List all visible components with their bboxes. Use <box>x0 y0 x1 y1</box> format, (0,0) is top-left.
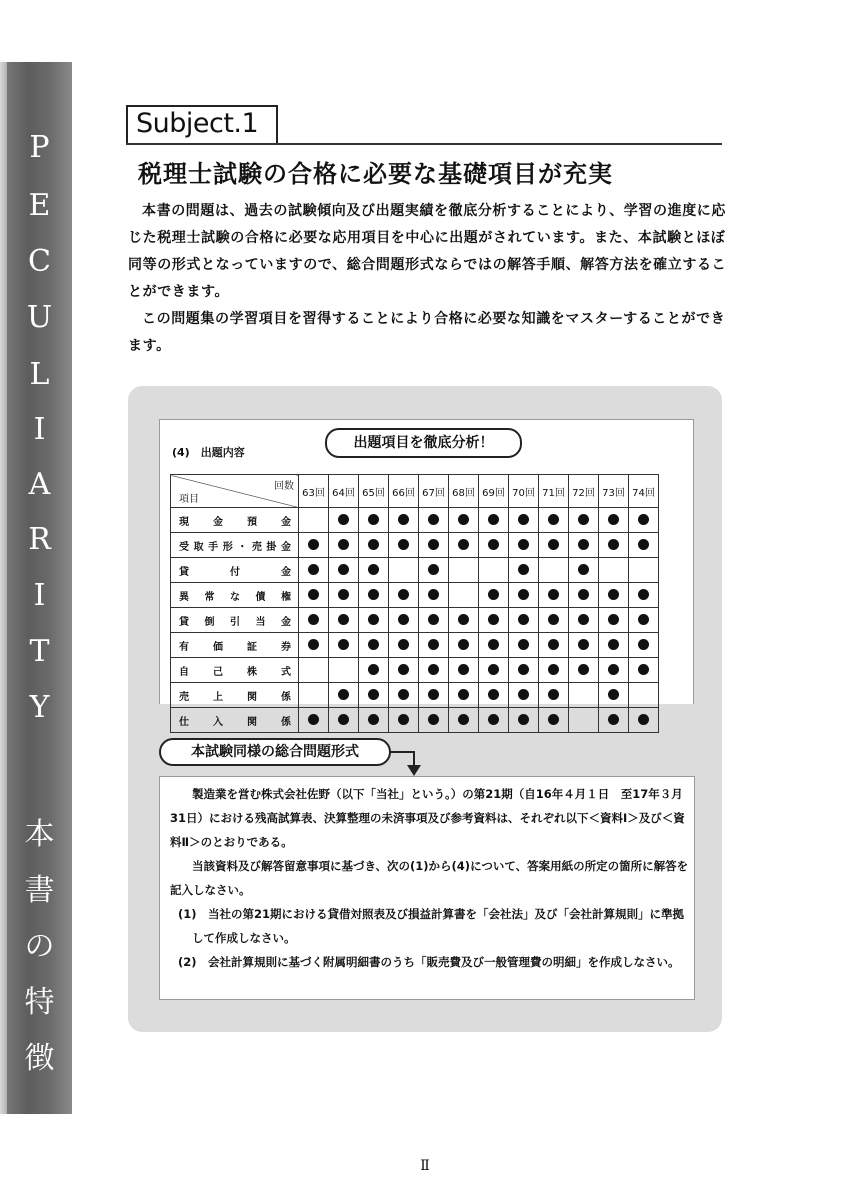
exam-paragraph: 当該資料及び解答留意事項に基づき、次の(1)から(4)について、答案用紙の所定の箇所に解答を記入しなさい。 <box>170 859 689 897</box>
column-header: 74回 <box>629 475 659 508</box>
table-cell <box>599 583 629 608</box>
row-label: 貸倒引当金 <box>171 608 299 633</box>
table-cell <box>569 658 599 683</box>
table-cell <box>539 583 569 608</box>
table-cell <box>509 658 539 683</box>
table-cell <box>299 558 329 583</box>
table-cell <box>509 508 539 533</box>
table-row <box>171 658 659 683</box>
table-cell <box>629 658 659 683</box>
table-cell <box>299 633 329 658</box>
table-cell <box>359 508 389 533</box>
dot-mark-icon <box>338 714 349 725</box>
side-kanji: 徴 <box>24 1041 55 1076</box>
table-cell <box>299 583 329 608</box>
table-cell <box>299 658 329 683</box>
table-cell <box>479 683 509 708</box>
table-cell <box>329 533 359 558</box>
side-letter: U <box>26 300 53 335</box>
dot-mark-icon <box>338 539 349 550</box>
dot-mark-icon <box>518 639 529 650</box>
side-band-edge <box>0 62 7 1114</box>
column-header: 66回 <box>389 475 419 508</box>
row-label: 売上関係 <box>171 683 299 708</box>
table-cell <box>329 558 359 583</box>
table-cell <box>509 533 539 558</box>
exam-text <box>170 782 690 974</box>
table-cell <box>599 658 629 683</box>
column-header: 65回 <box>359 475 389 508</box>
table-cell <box>389 658 419 683</box>
dot-mark-icon <box>608 539 619 550</box>
dot-mark-icon <box>398 589 409 600</box>
side-letter: I <box>33 578 46 613</box>
page-title: 税理士試験の合格に必要な基礎項目が充実 <box>138 160 613 188</box>
dot-mark-icon <box>398 614 409 625</box>
table-cell <box>479 533 509 558</box>
dot-mark-icon <box>428 589 439 600</box>
dot-mark-icon <box>458 714 469 725</box>
table-cell <box>479 583 509 608</box>
table-cell <box>329 708 359 733</box>
intro-paragraph: 本書の問題は、過去の試験傾向及び出題実績を徹底分析することにより、学習の進度に応じた税理士試験の合格に必要な応用項目を中心に出題がされています。また、本試験とほぼ同等の形式となっていますので、総合問題形式ならではの解答手順、解答方法を確立することができます。 <box>128 203 727 300</box>
table-cell <box>599 533 629 558</box>
table-cell <box>569 583 599 608</box>
table-cell <box>509 708 539 733</box>
dot-mark-icon <box>368 714 379 725</box>
column-header: 69回 <box>479 475 509 508</box>
dot-mark-icon <box>608 514 619 525</box>
table-cell <box>509 633 539 658</box>
table-cell <box>629 533 659 558</box>
table-row <box>171 508 659 533</box>
table-cell <box>449 633 479 658</box>
table-cell <box>419 683 449 708</box>
dot-mark-icon <box>548 639 559 650</box>
table-cell <box>479 658 509 683</box>
table-cell <box>419 708 449 733</box>
page-number: Ⅱ <box>420 1158 430 1174</box>
table-cell <box>479 608 509 633</box>
dot-mark-icon <box>338 639 349 650</box>
table-cell <box>359 583 389 608</box>
dot-mark-icon <box>458 689 469 700</box>
table-cell <box>389 583 419 608</box>
dot-mark-icon <box>368 589 379 600</box>
dot-mark-icon <box>518 614 529 625</box>
dot-mark-icon <box>398 514 409 525</box>
dot-mark-icon <box>638 639 649 650</box>
dot-mark-icon <box>548 589 559 600</box>
dot-mark-icon <box>488 539 499 550</box>
corner-top-label: 回数 <box>274 481 294 492</box>
side-band <box>0 62 72 1114</box>
table-cell <box>299 533 329 558</box>
intro-text <box>128 198 728 360</box>
side-letter: A <box>28 467 51 502</box>
dot-mark-icon <box>368 639 379 650</box>
row-label: 現金預金 <box>171 508 299 533</box>
dot-mark-icon <box>488 614 499 625</box>
table-cell <box>449 608 479 633</box>
dot-mark-icon <box>458 539 469 550</box>
table-cell <box>419 583 449 608</box>
dot-mark-icon <box>488 689 499 700</box>
dot-mark-icon <box>428 664 439 675</box>
callout-analysis: 出題項目を徹底分析！ <box>325 428 522 458</box>
side-letter: L <box>29 357 50 392</box>
dot-mark-icon <box>518 689 529 700</box>
dot-mark-icon <box>488 714 499 725</box>
table-cell <box>449 533 479 558</box>
dot-mark-icon <box>338 614 349 625</box>
table-cell <box>569 708 599 733</box>
dot-mark-icon <box>578 664 589 675</box>
row-label: 受取手形・売掛金 <box>171 533 299 558</box>
dot-mark-icon <box>578 639 589 650</box>
dot-mark-icon <box>608 639 619 650</box>
heading-rule <box>126 143 722 145</box>
table-cell <box>359 558 389 583</box>
subject-label: Subject.1 <box>126 105 278 143</box>
table-cell <box>359 683 389 708</box>
table-cell <box>539 683 569 708</box>
row-label: 仕入関係 <box>171 708 299 733</box>
table-cell <box>299 683 329 708</box>
table-cell <box>509 608 539 633</box>
dot-mark-icon <box>548 614 559 625</box>
table-cell <box>299 708 329 733</box>
dot-mark-icon <box>368 689 379 700</box>
dot-mark-icon <box>398 639 409 650</box>
dot-mark-icon <box>518 564 529 575</box>
table-cell <box>449 708 479 733</box>
column-header: 71回 <box>539 475 569 508</box>
table-cell <box>449 683 479 708</box>
side-letter: E <box>28 188 51 223</box>
arrow-line <box>389 751 415 753</box>
dot-mark-icon <box>638 614 649 625</box>
table-cell <box>569 533 599 558</box>
table-row <box>171 708 659 733</box>
dot-mark-icon <box>368 564 379 575</box>
table-cell <box>509 558 539 583</box>
dot-mark-icon <box>638 589 649 600</box>
table-cell <box>539 508 569 533</box>
table-cell <box>539 658 569 683</box>
table-cell <box>419 608 449 633</box>
row-label: 有価証券 <box>171 633 299 658</box>
table-cell <box>299 508 329 533</box>
table-cell <box>509 583 539 608</box>
row-label: 異常な債権 <box>171 583 299 608</box>
side-letter: Y <box>29 690 50 725</box>
dot-mark-icon <box>398 714 409 725</box>
dot-mark-icon <box>428 514 439 525</box>
dot-mark-icon <box>578 589 589 600</box>
table-cell <box>389 533 419 558</box>
column-header: 70回 <box>509 475 539 508</box>
table-cell <box>629 583 659 608</box>
dot-mark-icon <box>548 664 559 675</box>
dot-mark-icon <box>308 714 319 725</box>
dot-mark-icon <box>638 514 649 525</box>
table-cell <box>629 683 659 708</box>
table-row <box>171 583 659 608</box>
table-cell <box>539 633 569 658</box>
table-row <box>171 633 659 658</box>
dot-mark-icon <box>518 539 529 550</box>
row-label: 貸付金 <box>171 558 299 583</box>
table-cell <box>329 583 359 608</box>
table-cell <box>299 608 329 633</box>
dot-mark-icon <box>308 614 319 625</box>
column-header: 67回 <box>419 475 449 508</box>
table-cell <box>629 508 659 533</box>
table-cell <box>599 508 629 533</box>
table-cell <box>539 533 569 558</box>
dot-mark-icon <box>548 689 559 700</box>
dot-mark-icon <box>428 614 439 625</box>
table-cell <box>329 608 359 633</box>
exam-item: (1) 当社の第21期における貸借対照表及び損益計算書を「会社法」及び「会社計算規則」に準拠して作成しなさい。 <box>178 907 685 945</box>
dot-mark-icon <box>338 689 349 700</box>
dot-mark-icon <box>578 514 589 525</box>
table-cell <box>479 633 509 658</box>
dot-mark-icon <box>308 539 319 550</box>
table-cell <box>329 508 359 533</box>
table-cell <box>599 708 629 733</box>
table-cell <box>569 608 599 633</box>
dot-mark-icon <box>338 514 349 525</box>
exam-paragraph: 製造業を営む株式会社佐野（以下「当社」という。）の第21期（自16年４月１日 至17年３月31日）における残高試算表、決算整理の未済事項及び参考資料は、それぞれ以下＜資料Ⅰ＞及び＜資料Ⅱ＞のとおりである。 <box>170 787 685 849</box>
side-letter: T <box>29 634 50 669</box>
table-cell <box>389 508 419 533</box>
dot-mark-icon <box>638 664 649 675</box>
dot-mark-icon <box>548 539 559 550</box>
table-cell <box>599 558 629 583</box>
column-header: 72回 <box>569 475 599 508</box>
dot-mark-icon <box>368 614 379 625</box>
column-header: 68回 <box>449 475 479 508</box>
side-letter: I <box>33 412 46 447</box>
dot-mark-icon <box>368 514 379 525</box>
table-cell <box>599 683 629 708</box>
table-cell <box>419 508 449 533</box>
table-cell <box>359 633 389 658</box>
dot-mark-icon <box>398 664 409 675</box>
dot-mark-icon <box>578 564 589 575</box>
section-label: (4) 出題内容 <box>172 446 245 459</box>
table-cell <box>389 608 419 633</box>
table-row <box>171 533 659 558</box>
dot-mark-icon <box>458 664 469 675</box>
dot-mark-icon <box>488 664 499 675</box>
table-cell <box>449 583 479 608</box>
table-cell <box>509 683 539 708</box>
table-cell <box>539 708 569 733</box>
exam-item: (2) 会社計算規則に基づく附属明細書のうち「販売費及び一般管理費の明細」を作成しなさい。 <box>178 955 680 969</box>
callout-format: 本試験同様の総合問題形式 <box>159 738 391 766</box>
dot-mark-icon <box>608 664 619 675</box>
table-cell <box>629 708 659 733</box>
table-cell <box>539 608 569 633</box>
table-cell <box>569 558 599 583</box>
column-header: 64回 <box>329 475 359 508</box>
table-cell <box>359 658 389 683</box>
table-cell <box>389 683 419 708</box>
dot-mark-icon <box>398 689 409 700</box>
dot-mark-icon <box>338 564 349 575</box>
dot-mark-icon <box>488 639 499 650</box>
table-cell <box>329 633 359 658</box>
dot-mark-icon <box>428 539 439 550</box>
side-kanji: 特 <box>24 985 55 1020</box>
table-cell <box>359 708 389 733</box>
corner-bottom-label: 項目 <box>179 494 199 505</box>
table-cell <box>479 508 509 533</box>
dot-mark-icon <box>398 539 409 550</box>
dot-mark-icon <box>608 614 619 625</box>
table-cell <box>419 558 449 583</box>
dot-mark-icon <box>608 689 619 700</box>
table-cell <box>329 658 359 683</box>
dot-mark-icon <box>458 639 469 650</box>
table-cell <box>629 558 659 583</box>
arrow-head-icon <box>407 765 421 776</box>
dot-mark-icon <box>638 539 649 550</box>
table-cell <box>419 633 449 658</box>
side-kanji: 書 <box>24 873 55 908</box>
dot-mark-icon <box>608 714 619 725</box>
dot-mark-icon <box>488 589 499 600</box>
table-cell <box>449 508 479 533</box>
table-cell <box>449 658 479 683</box>
table-row <box>171 608 659 633</box>
dot-mark-icon <box>518 714 529 725</box>
table-cell <box>599 633 629 658</box>
table-row <box>171 558 659 583</box>
dot-mark-icon <box>608 589 619 600</box>
table-cell <box>389 708 419 733</box>
table-corner <box>171 475 299 508</box>
dot-mark-icon <box>308 639 319 650</box>
dot-mark-icon <box>548 714 559 725</box>
side-letter: C <box>28 244 51 279</box>
table-cell <box>479 558 509 583</box>
dot-mark-icon <box>518 589 529 600</box>
column-header: 63回 <box>299 475 329 508</box>
frequency-table <box>170 474 659 733</box>
dot-mark-icon <box>308 564 319 575</box>
table-cell <box>629 633 659 658</box>
dot-mark-icon <box>638 714 649 725</box>
dot-mark-icon <box>578 539 589 550</box>
row-label: 自己株式 <box>171 658 299 683</box>
dot-mark-icon <box>458 614 469 625</box>
dot-mark-icon <box>428 689 439 700</box>
dot-mark-icon <box>338 589 349 600</box>
table-cell <box>419 658 449 683</box>
table-cell <box>329 683 359 708</box>
intro-paragraph: この問題集の学習項目を習得することにより合格に必要な知識をマスターすることができます。 <box>128 311 726 354</box>
table-cell <box>389 633 419 658</box>
side-letter: P <box>29 130 50 165</box>
dot-mark-icon <box>488 514 499 525</box>
dot-mark-icon <box>548 514 559 525</box>
side-kanji: 本 <box>24 817 55 852</box>
table-cell <box>359 608 389 633</box>
table-cell <box>359 533 389 558</box>
dot-mark-icon <box>428 714 439 725</box>
dot-mark-icon <box>518 514 529 525</box>
table-cell <box>389 558 419 583</box>
dot-mark-icon <box>368 664 379 675</box>
table-cell <box>419 533 449 558</box>
dot-mark-icon <box>518 664 529 675</box>
table-cell <box>479 708 509 733</box>
table-cell <box>569 683 599 708</box>
dot-mark-icon <box>458 514 469 525</box>
table-cell <box>449 558 479 583</box>
column-header: 73回 <box>599 475 629 508</box>
table-row <box>171 683 659 708</box>
dot-mark-icon <box>428 639 439 650</box>
dot-mark-icon <box>428 564 439 575</box>
side-kanji: の <box>24 929 55 964</box>
table-cell <box>569 508 599 533</box>
table-cell <box>569 633 599 658</box>
table-cell <box>629 608 659 633</box>
table-cell <box>539 558 569 583</box>
dot-mark-icon <box>578 614 589 625</box>
table-cell <box>599 608 629 633</box>
dot-mark-icon <box>308 589 319 600</box>
dot-mark-icon <box>368 539 379 550</box>
side-letter: R <box>28 522 51 557</box>
